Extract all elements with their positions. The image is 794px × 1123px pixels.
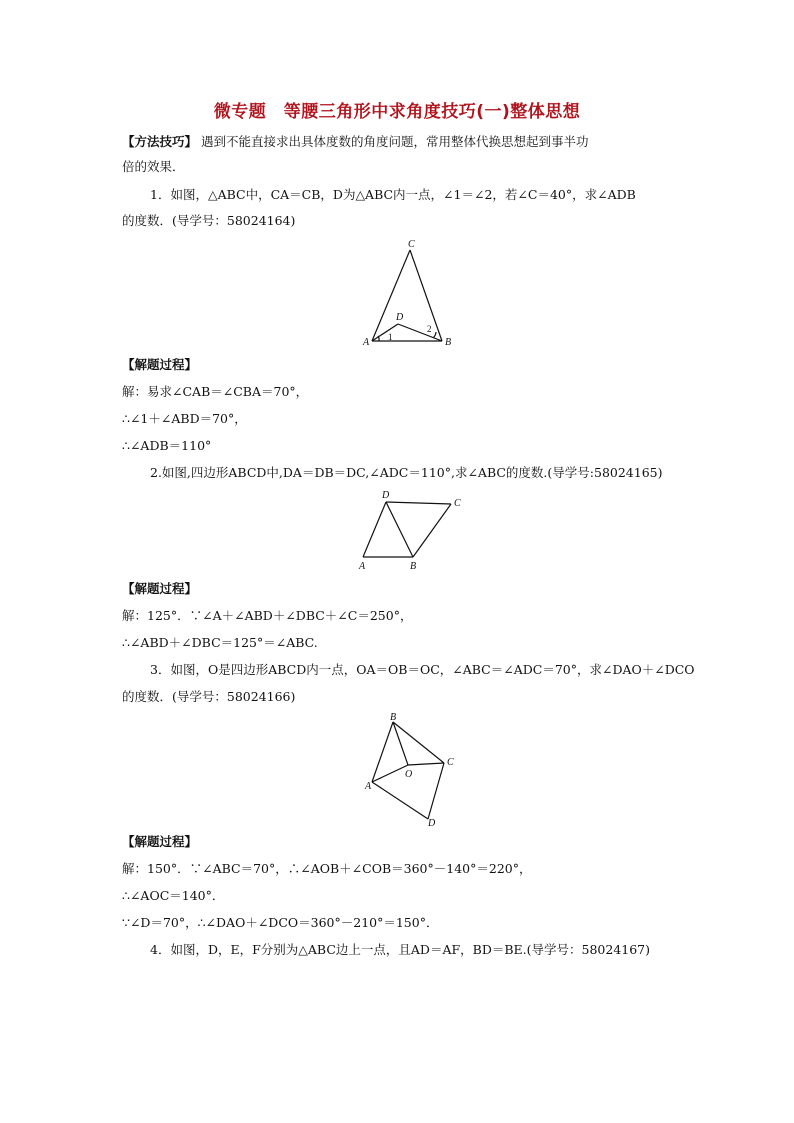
problem-3-text-cont: 的度数．(导学号：58024166) <box>122 689 296 704</box>
problem-3-text: 3．如图，O是四边形ABCD内一点，OA＝OB＝OC，∠ABC＝∠ADC＝70°，求∠DAO＋∠DCO <box>150 662 695 677</box>
problem-1-figure <box>360 236 460 352</box>
label-b: B <box>445 337 452 348</box>
problem-2-solution-heading: 【解题过程】 <box>122 581 198 596</box>
label-angle-1: 1 <box>388 332 393 342</box>
label-angle-2: 2 <box>427 324 432 334</box>
method-text: 遇到不能直接求出具体度数的角度问题，常用整体代换思想起到事半功 <box>201 134 589 149</box>
label-d: D <box>382 490 390 501</box>
problem-3-solution-heading: 【解题过程】 <box>122 834 198 849</box>
problem-4-text: 4．如图，D，E，F分别为△ABC边上一点，且AD＝AF，BD＝BE.(导学号：58024167) <box>150 942 651 957</box>
label-c: C <box>408 239 415 250</box>
page-title: 微专题 等腰三角形中求角度技巧(一)整体思想 <box>213 102 581 122</box>
problem-2-solution-line-1: 解：125°．∵∠A＋∠ABD＋∠DBC＋∠C＝250°， <box>122 608 413 623</box>
label-d: D <box>396 312 404 323</box>
problem-3-solution-line-3: ∵∠D＝70°，∴∠DAO＋∠DCO＝360°－210°＝150°． <box>122 915 439 930</box>
method-label: 【方法技巧】 <box>122 134 198 149</box>
label-a: A <box>359 561 366 572</box>
label-c: C <box>454 498 461 509</box>
method-line-1 <box>122 133 589 151</box>
problem-2-text: 2.如图,四边形ABCD中,DA＝DB＝DC,∠ADC＝110°,求∠ABC的度数.(导学号:58024165) <box>150 465 663 480</box>
problem-2-figure <box>355 486 470 578</box>
problem-1-solution-line-3: ∴∠ADB＝110° <box>122 438 212 453</box>
problem-3-figure <box>362 710 462 834</box>
label-o: O <box>405 769 413 780</box>
problem-3-solution-line-1: 解：150°．∵∠ABC＝70°，∴∠AOB＋∠COB＝360°－140°＝220°， <box>122 861 532 876</box>
problem-1-solution-heading: 【解题过程】 <box>122 357 198 372</box>
problem-1-text-cont: 的度数．(导学号：58024164) <box>122 213 296 228</box>
label-c: C <box>447 757 454 768</box>
label-a: A <box>363 337 370 348</box>
problem-1-solution-line-2: ∴∠1＋∠ABD＝70°， <box>122 411 247 426</box>
problem-3-solution-line-2: ∴∠AOC＝140°． <box>122 888 225 903</box>
label-d: D <box>428 818 436 829</box>
label-a: A <box>365 781 372 792</box>
method-line-2: 倍的效果． <box>122 159 185 174</box>
label-b: B <box>390 712 397 723</box>
problem-2-solution-line-2: ∴∠ABD＋∠DBC＝125°＝∠ABC. <box>122 635 318 650</box>
problem-1-solution-line-1: 解：易求∠CAB＝∠CBA＝70°， <box>122 384 309 399</box>
label-b: B <box>410 561 417 572</box>
problem-1-text: 1．如图，△ABC中，CA＝CB，D为△ABC内一点，∠1＝∠2，若∠C＝40°，求∠ADB <box>150 187 636 202</box>
